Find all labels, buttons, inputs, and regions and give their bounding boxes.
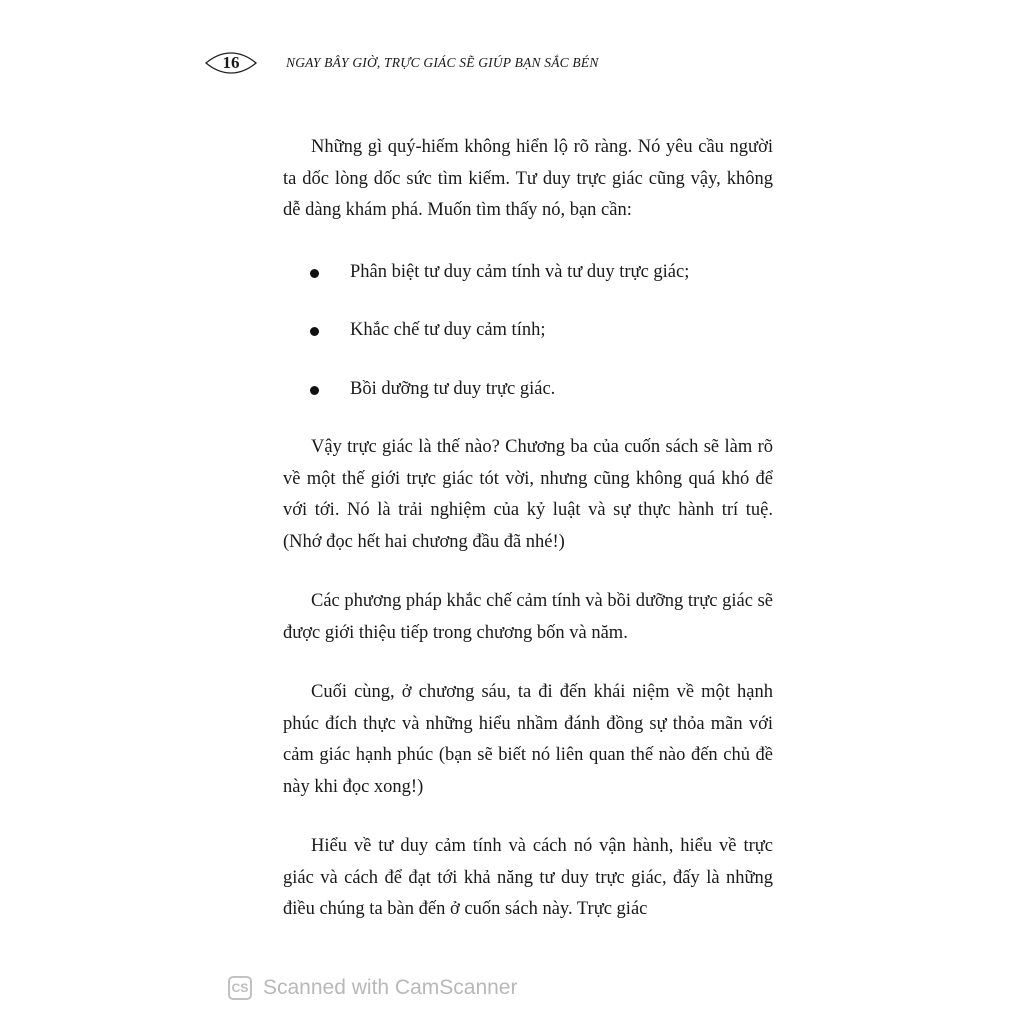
body-paragraph: Các phương pháp khắc chế cảm tính và bồi dưỡng trực giác sẽ được giới thiệu tiếp trong chương bốn và năm.	[283, 591, 773, 643]
bullet-icon	[310, 269, 319, 278]
bullet-list	[283, 257, 773, 406]
bullet-text: Phân biệt tư duy cảm tính và tư duy trực giác;	[350, 261, 690, 282]
watermark-text: Scanned with CamScanner	[263, 976, 518, 999]
body-paragraph: Hiểu về tư duy cảm tính và cách nó vận hành, hiểu về trực giác và cách để đạt tới khả năng tư duy trực giác, đấy là những điều chúng ta bàn đến ở cuốn sách này. Trực giác	[283, 836, 773, 919]
bullet-item	[283, 374, 773, 406]
body-paragraph: Vậy trực giác là thế nào? Chương ba của cuốn sách sẽ làm rõ về một thế giới trực giác tót vời, nhưng cũng không quá khó để với tới. Nó là trải nghiệm của kỷ luật và sự thực hành trí tuệ. (Nhớ đọc hết hai chương đầu đã nhé!)	[283, 437, 773, 552]
bullet-item	[283, 257, 773, 289]
bullet-item	[283, 315, 773, 347]
page-number-badge	[204, 52, 258, 74]
page-header	[204, 52, 599, 74]
camscanner-logo-icon: CS	[228, 976, 252, 1000]
bullet-text: Khắc chế tư duy cảm tính;	[350, 320, 546, 340]
body-paragraph: Cuối cùng, ở chương sáu, ta đi đến khái niệm về một hạnh phúc đích thực và những hiểu nhầm đánh đồng sự thỏa mãn với cảm giác hạnh phúc (bạn sẽ biết nó liên quan thế nào đến chủ đề này khi đọc xong!)	[283, 682, 773, 797]
page-body	[283, 132, 773, 954]
bullet-text: Bồi dưỡng tư duy trực giác.	[350, 378, 556, 399]
bullet-icon	[310, 386, 319, 395]
camscanner-watermark	[228, 976, 517, 1000]
page-number: 16	[222, 53, 240, 72]
running-title: NGAY BÂY GIỜ, TRỰC GIÁC SẼ GIÚP BẠN SẮC BÉN	[286, 55, 599, 70]
intro-paragraph: Những gì quý-hiếm không hiển lộ rõ ràng. Nó yêu cầu người ta dốc lòng dốc sức tìm kiếm. Tư duy trực giác cũng vậy, không dễ dàng khám phá. Muốn tìm thấy nó, bạn cần:	[283, 137, 773, 220]
bullet-icon	[310, 327, 319, 336]
